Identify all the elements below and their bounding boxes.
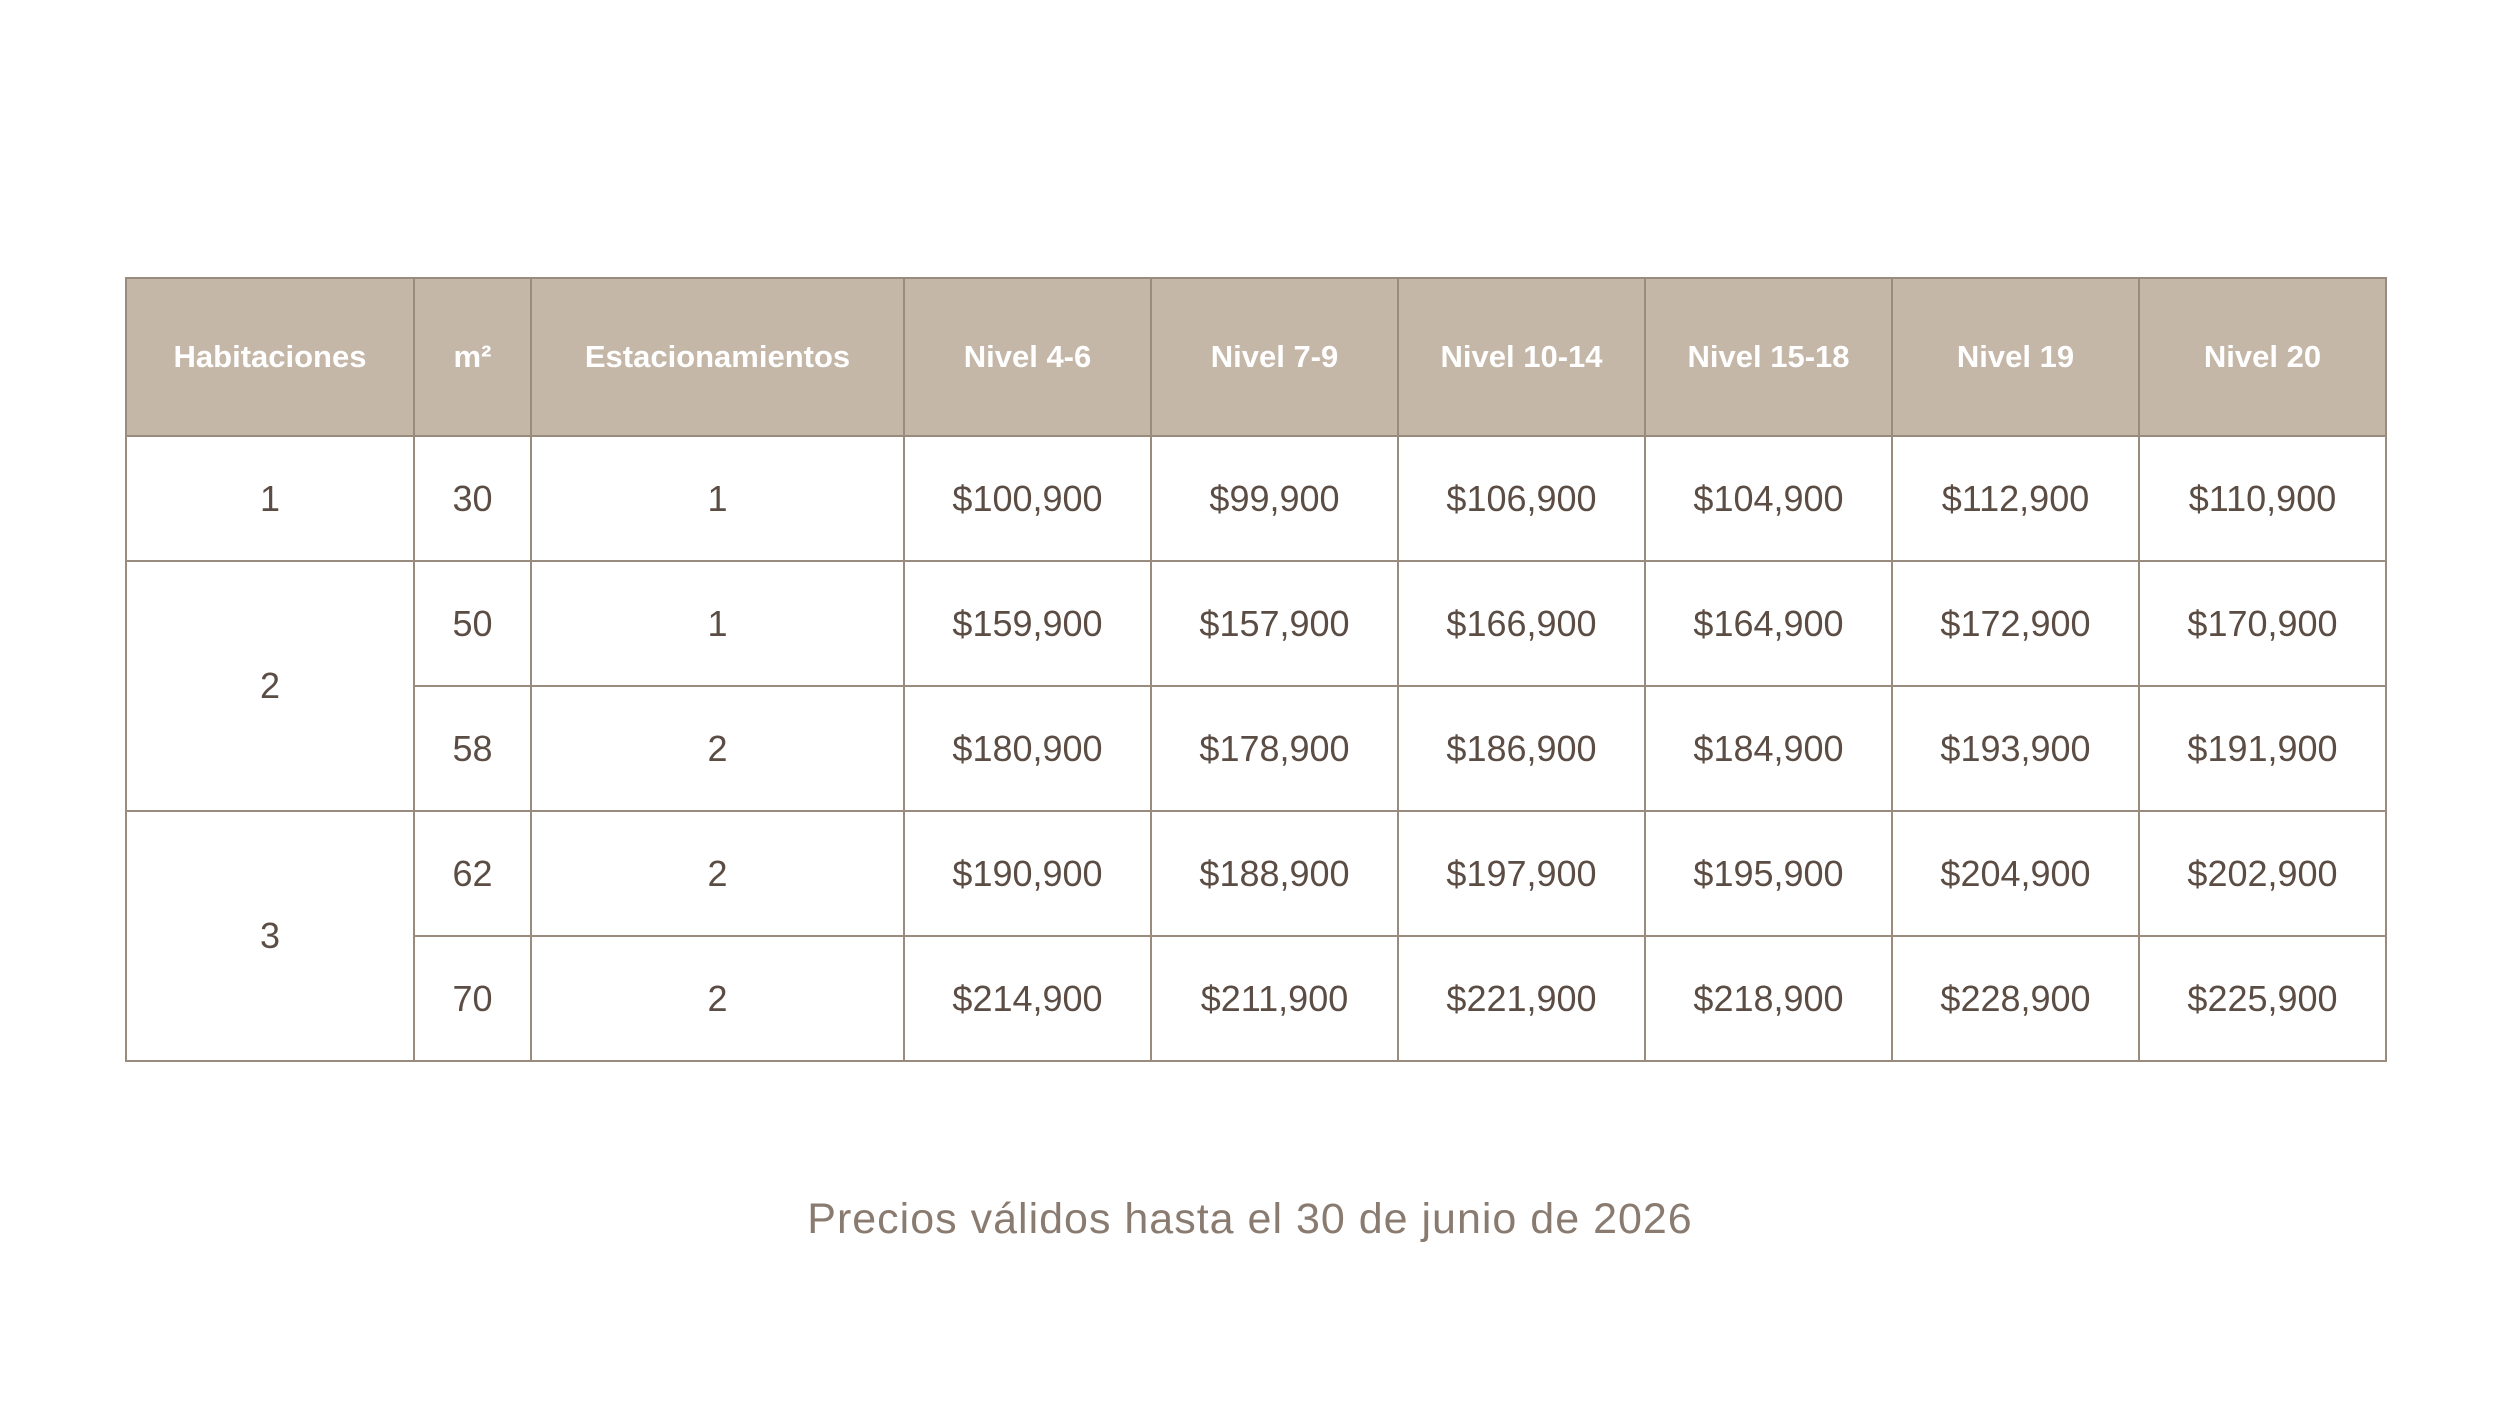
table-row <box>126 436 2386 561</box>
price-cell: $186,900 <box>1398 686 1645 811</box>
price-cell: $202,900 <box>2139 811 2386 936</box>
price-cell: $193,900 <box>1892 686 2139 811</box>
price-cell: $100,900 <box>904 436 1151 561</box>
header-habitaciones: Habitaciones <box>126 278 414 436</box>
price-cell: $104,900 <box>1645 436 1892 561</box>
price-cell: $157,900 <box>1151 561 1398 686</box>
m2-cell: 62 <box>414 811 531 936</box>
price-cell: $106,900 <box>1398 436 1645 561</box>
price-cell: $225,900 <box>2139 936 2386 1061</box>
estacionamientos-cell: 1 <box>531 436 904 561</box>
price-cell: $197,900 <box>1398 811 1645 936</box>
price-cell: $159,900 <box>904 561 1151 686</box>
price-cell: $228,900 <box>1892 936 2139 1061</box>
header-row <box>126 278 2386 436</box>
price-cell: $211,900 <box>1151 936 1398 1061</box>
table-row <box>126 561 2386 686</box>
price-cell: $164,900 <box>1645 561 1892 686</box>
header-m2: m² <box>414 278 531 436</box>
m2-cell: 70 <box>414 936 531 1061</box>
table-row <box>126 811 2386 936</box>
table-row <box>126 686 2386 811</box>
price-table <box>125 277 2387 1062</box>
habitaciones-cell: 3 <box>126 811 414 1061</box>
m2-cell: 58 <box>414 686 531 811</box>
price-cell: $184,900 <box>1645 686 1892 811</box>
header-nivel-20: Nivel 20 <box>2139 278 2386 436</box>
header-nivel-7-9: Nivel 7-9 <box>1151 278 1398 436</box>
header-nivel-4-6: Nivel 4-6 <box>904 278 1151 436</box>
price-cell: $221,900 <box>1398 936 1645 1061</box>
price-cell: $191,900 <box>2139 686 2386 811</box>
table-header <box>126 278 2386 436</box>
estacionamientos-cell: 2 <box>531 936 904 1061</box>
price-cell: $214,900 <box>904 936 1151 1061</box>
table-row <box>126 936 2386 1061</box>
price-cell: $218,900 <box>1645 936 1892 1061</box>
header-nivel-10-14: Nivel 10-14 <box>1398 278 1645 436</box>
m2-cell: 30 <box>414 436 531 561</box>
price-cell: $190,900 <box>904 811 1151 936</box>
price-cell: $188,900 <box>1151 811 1398 936</box>
estacionamientos-cell: 2 <box>531 686 904 811</box>
price-cell: $178,900 <box>1151 686 1398 811</box>
price-cell: $204,900 <box>1892 811 2139 936</box>
price-cell: $195,900 <box>1645 811 1892 936</box>
price-cell: $112,900 <box>1892 436 2139 561</box>
price-cell: $99,900 <box>1151 436 1398 561</box>
price-cell: $172,900 <box>1892 561 2139 686</box>
m2-cell: 50 <box>414 561 531 686</box>
habitaciones-cell: 1 <box>126 436 414 561</box>
estacionamientos-cell: 1 <box>531 561 904 686</box>
table-body <box>126 436 2386 1061</box>
price-cell: $110,900 <box>2139 436 2386 561</box>
habitaciones-cell: 2 <box>126 561 414 811</box>
validity-note: Precios válidos hasta el 30 de junio de 2026 <box>807 1195 1693 1243</box>
header-nivel-15-18: Nivel 15-18 <box>1645 278 1892 436</box>
header-estacionamientos: Estacionamientos <box>531 278 904 436</box>
price-cell: $170,900 <box>2139 561 2386 686</box>
price-cell: $180,900 <box>904 686 1151 811</box>
price-cell: $166,900 <box>1398 561 1645 686</box>
header-nivel-19: Nivel 19 <box>1892 278 2139 436</box>
estacionamientos-cell: 2 <box>531 811 904 936</box>
